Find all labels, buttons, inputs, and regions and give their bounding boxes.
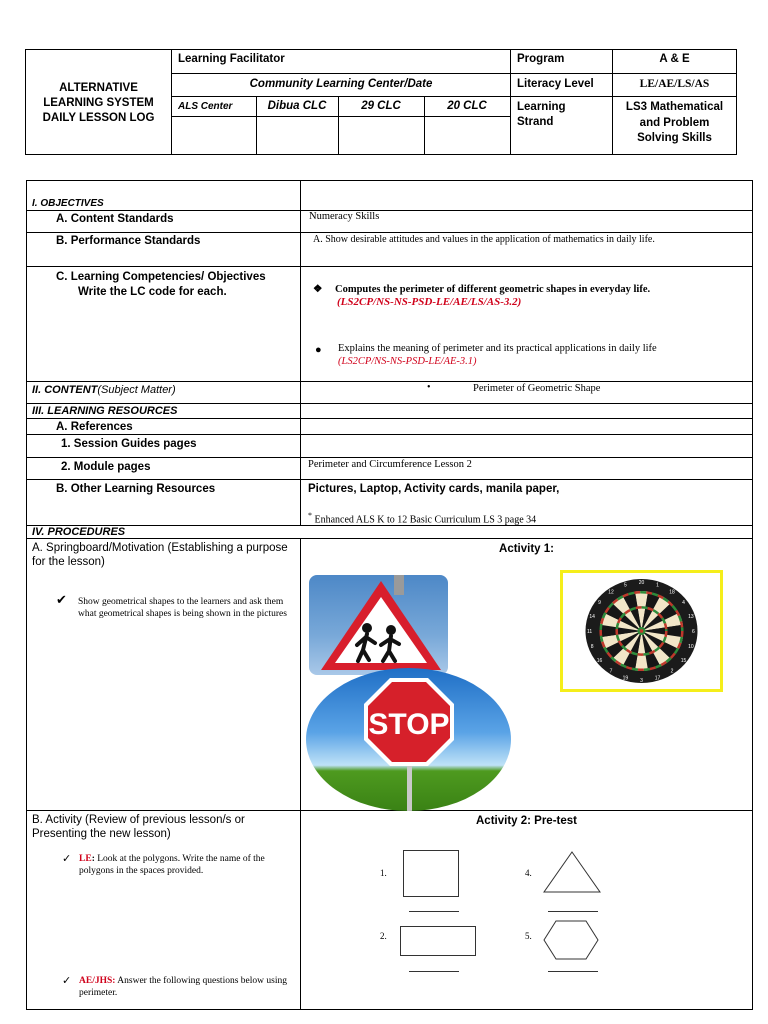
ae-tag: AE/JHS: [79,976,116,986]
springboard-item: Show geometrical shapes to the learners and ask them what geometrical shapes is being shown in the pictures [78,597,287,619]
rectangle-shape [400,926,476,956]
curriculum-note: * Enhanced ALS K to 12 Basic Curriculum LS 3 page 34 [308,511,537,526]
header-divider [510,49,511,155]
hexagon-shape [543,920,599,960]
clc-date-label: Community Learning Center/Date [249,78,433,90]
curriculum-note-text: Enhanced ALS K to 12 Basic Curriculum LS 3 page 34 [314,514,537,526]
center-name: Dibua CLC [267,100,327,112]
competency-2-code: (LS2CP/NS-NS-PSD-LE/AE-3.1) [338,356,477,367]
warning-sign-icon [309,575,448,675]
competency-2: Explains the meaning of perimeter and its practical applications in daily life [338,343,657,354]
stop-sign-icon [306,668,511,811]
performance-standards-value: A. Show desirable attitudes and values in the application of mathematics in daily life. [313,234,655,245]
competencies-label [56,270,266,300]
system-title-line: ALTERNATIVE [59,82,138,94]
table-row-line [26,418,753,419]
le-instruction: LE: Look at the polygons. Write the name of the polygons in the spaces provided. [79,854,265,876]
answer-line [548,971,598,972]
content-heading-suffix: (Subject Matter) [97,384,176,396]
table-row-line [26,381,753,382]
checkmark-icon: ✓ [62,975,72,987]
dartboard-number: 7 [609,668,613,675]
dartboard-number: 14 [589,613,595,620]
learning-facilitator-label: Learning Facilitator [178,53,285,65]
references-label: A. References [56,421,133,433]
other-resources-label: B. Other Learning Resources [56,483,216,495]
stop-sign-text: STOP [368,708,450,741]
other-resources-value: Pictures, Laptop, Activity cards, manila paper, [308,483,560,495]
session-guides-label: 1. Session Guides pages [61,438,197,450]
performance-standards-label: B. Performance Standards [56,235,201,247]
strand-label-line: Strand [517,116,554,128]
dartboard-number: 6 [692,629,695,635]
program-label: Program [517,53,565,65]
answer-line [409,911,459,912]
dartboard-image [560,570,723,692]
dartboard-number: 5 [624,582,627,589]
dartboard-number: 19 [622,675,629,682]
dartboard-icon [563,573,720,689]
system-title-line: LEARNING SYSTEM [43,97,154,109]
table-row-line [26,538,753,539]
pretest-number: 1. [380,868,387,878]
dartboard-number: 3 [640,678,643,684]
dartboard-number: 1 [656,582,659,589]
content-value: Perimeter of Geometric Shape [473,383,601,394]
dartboard-bullseye [640,629,644,633]
dartboard-number: 15 [680,657,687,664]
header-divider [171,73,737,74]
dartboard-number: 18 [669,589,675,596]
triangle-shape [543,851,601,893]
system-title-line: DAILY LESSON LOG [42,112,155,124]
center-name: ALS Center [178,101,233,112]
literacy-level-label: Literacy Level [517,78,594,90]
pretest-number: 2. [380,931,387,941]
competency-1: Computes the perimeter of different geometric shapes in everyday life. [335,284,651,295]
dartboard-number: 8 [590,644,594,651]
activity-label: B. Activity (Review of previous lesson/s or Presenting the new lesson) [32,814,245,840]
dartboard-number: 9 [598,600,601,607]
system-title [27,81,170,126]
table-row-line [26,266,753,267]
header-divider [171,96,737,97]
activity-1-title: Activity 1: [499,543,554,555]
strand-label-line: Learning [517,101,566,113]
dartboard-number: 20 [638,580,645,586]
strand-value-line: LS3 Mathematical [625,101,724,113]
table-row-line [26,434,753,435]
learning-strand-label [517,100,566,130]
dartboard-number: 10 [688,644,694,651]
table-row-line [26,210,753,211]
content-standards-label: A. Content Standards [56,213,174,225]
module-pages-label: 2. Module pages [61,461,151,473]
strand-value-line: Solving Skills [637,132,712,144]
competencies-label-line: Write the LC code for each. [78,286,227,298]
table-row-line [26,810,753,811]
answer-line [548,911,598,912]
procedures-heading: IV. PROCEDURES [32,526,126,538]
objectives-heading: I. OBJECTIVES [32,198,104,209]
bullet-icon: ● [315,344,322,356]
springboard-label: A. Springboard/Motivation (Establishing a purpose for the lesson) [32,542,288,568]
checkmark-icon: ✔ [56,592,67,607]
le-tag: LE [79,854,92,864]
pretest-number: 5. [525,931,532,941]
content-standards-value: Numeracy Skills [309,211,380,222]
dartboard-number: 4 [682,600,685,607]
module-pages-value: Perimeter and Circumference Lesson 2 [308,459,472,470]
header-divider [171,116,511,117]
dartboard-number: 17 [654,675,661,682]
table-row-line [26,479,753,480]
literacy-level-value: LE/AE/LS/AS [639,78,710,90]
center-name: 20 CLC [447,100,487,112]
activity-2-title: Activity 2: Pre-test [476,815,577,827]
content-heading-text: II. CONTENT [32,384,98,396]
competency-1-code: (LS2CP/NS-NS-PSD-LE/AE/LS/AS-3.2) [337,296,522,308]
strand-value-line: and Problem [639,116,710,129]
dartboard-number: 13 [688,613,694,620]
program-value: A & E [659,53,690,65]
competency-bullet-icon: ❖ [313,284,323,295]
dartboard-number: 12 [608,589,614,596]
answer-line [409,971,459,972]
pretest-number: 4. [525,868,532,878]
center-name: 29 CLC [361,100,401,112]
resources-heading: III. LEARNING RESOURCES [32,405,178,417]
dartboard-number: 2 [670,668,674,675]
competencies-label-line: C. Learning Competencies/ Objectives [56,271,266,283]
checkmark-icon: ✓ [62,853,72,865]
le-text: Look at the polygons. Write the name of the polygons in the spaces provided. [79,854,265,876]
stop-sign-image [306,668,511,811]
bullet-icon: • [427,382,431,393]
square-shape [403,850,459,897]
dartboard-number: 11 [586,629,593,635]
learning-strand-value [612,100,737,147]
table-divider [300,538,301,1010]
header-divider [171,49,172,155]
school-crossing-sign-image [309,575,448,675]
content-heading [32,383,176,397]
ae-instruction [79,975,289,999]
dartboard-number: 16 [596,657,603,664]
ae-text: Answer the following questions below using perimeter. [79,976,287,998]
